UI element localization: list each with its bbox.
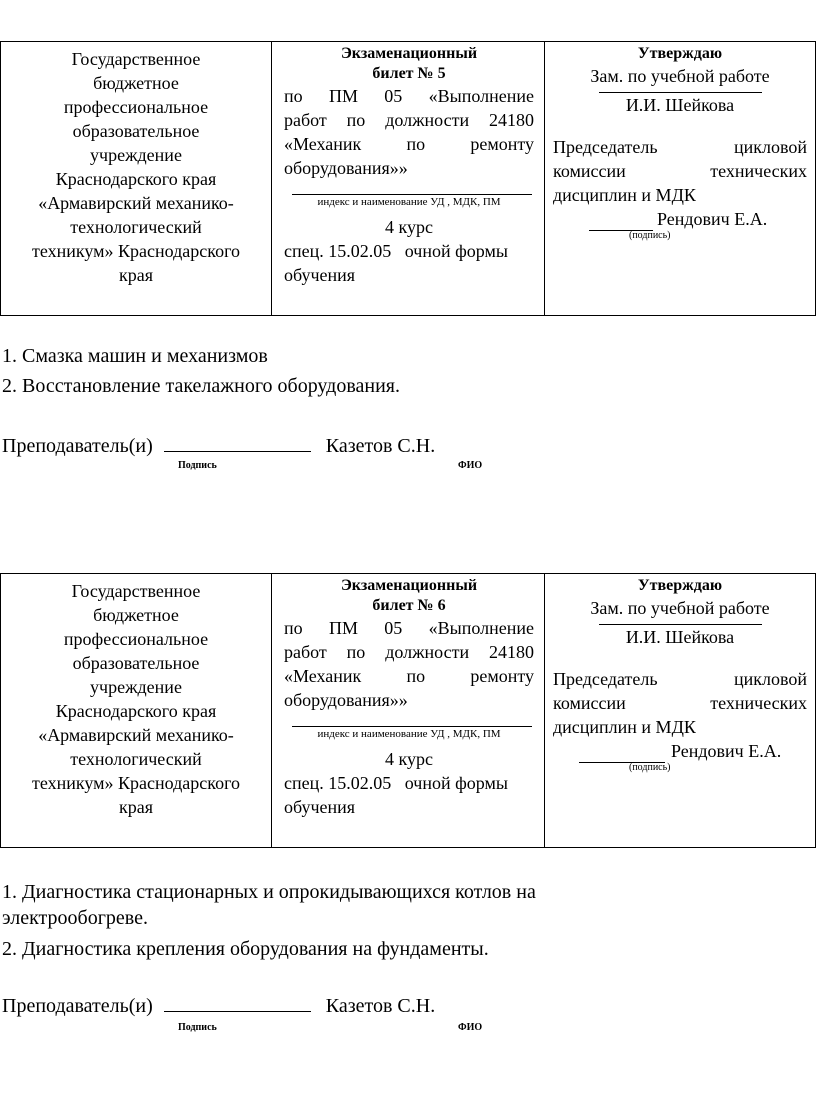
ticket-number: билет № 6 bbox=[372, 597, 446, 614]
teacher-row bbox=[2, 433, 435, 459]
ticket-info-cell bbox=[272, 574, 545, 847]
module-line: «Механик по ремонту bbox=[284, 666, 534, 686]
org-line: Государственное bbox=[71, 49, 201, 69]
chair-signature-row bbox=[553, 207, 807, 231]
module-line: «Механик по ремонту bbox=[284, 134, 534, 154]
ticket-title: Экзаменационный bbox=[340, 45, 478, 62]
module-line: по ПМ 05 «Выполнение bbox=[284, 86, 534, 106]
approve-title: Утверждаю bbox=[637, 577, 723, 594]
approval-cell bbox=[545, 42, 815, 315]
chair-signature-row bbox=[553, 739, 807, 763]
org-line: «Армавирский механико- bbox=[38, 725, 234, 745]
signature-label: Подпись bbox=[178, 1022, 217, 1033]
chair-name: Рендович Е.А. bbox=[657, 209, 768, 229]
exam-ticket-5 bbox=[0, 41, 816, 571]
module-line: работ по должности 24180 bbox=[284, 110, 534, 130]
org-line: профессиональное bbox=[63, 97, 209, 117]
question: электрообогреве. bbox=[2, 907, 148, 929]
org-line: бюджетное bbox=[93, 605, 179, 625]
org-line: техникум» Краснодарского bbox=[31, 773, 241, 793]
chair-line: дисциплин и МДК bbox=[553, 717, 696, 737]
chair-line: Председатель цикловой bbox=[553, 137, 807, 157]
specialty-form: обучения bbox=[284, 797, 356, 817]
index-caption: индекс и наименование УД , МДК, ПМ bbox=[317, 728, 501, 740]
org-line: Краснодарского края bbox=[55, 169, 217, 189]
ticket-number: билет № 5 bbox=[372, 65, 446, 82]
ticket-title: Экзаменационный bbox=[340, 577, 478, 594]
teacher-label: Преподаватель(и) bbox=[2, 435, 153, 457]
index-caption: индекс и наименование УД , МДК, ПМ bbox=[317, 196, 501, 208]
ticket-info-cell bbox=[272, 42, 545, 315]
org-line: техникум» Краснодарского bbox=[31, 241, 241, 261]
module-line: оборудования»» bbox=[284, 158, 408, 178]
org-line: края bbox=[118, 265, 153, 285]
teacher-row bbox=[2, 993, 435, 1019]
course: 4 курс bbox=[385, 217, 433, 237]
org-line: технологический bbox=[70, 217, 202, 237]
teacher-signature-line bbox=[164, 439, 311, 452]
org-line: образовательное bbox=[72, 653, 200, 673]
organization-cell bbox=[1, 574, 272, 847]
org-line: учреждение bbox=[90, 145, 182, 165]
deputy-name: И.И. Шейкова bbox=[625, 627, 735, 647]
org-line: технологический bbox=[70, 749, 202, 769]
teacher-label: Преподаватель(и) bbox=[2, 995, 153, 1017]
chair-line: комиссии технических bbox=[553, 693, 807, 713]
question: 2. Восстановление такелажного оборудования. bbox=[2, 375, 401, 397]
specialty-form: обучения bbox=[284, 265, 356, 285]
org-line: «Армавирский механико- bbox=[38, 193, 234, 213]
chair-line: дисциплин и МДК bbox=[553, 185, 696, 205]
ticket-header-table bbox=[0, 573, 816, 848]
module-line: по ПМ 05 «Выполнение bbox=[284, 618, 534, 638]
course: 4 курс bbox=[385, 749, 433, 769]
org-line: профессиональное bbox=[63, 629, 209, 649]
teacher-name: Казетов С.Н. bbox=[325, 995, 436, 1017]
deputy-title: Зам. по учебной работе bbox=[590, 598, 770, 618]
deputy-name: И.И. Шейкова bbox=[625, 95, 735, 115]
teacher-signature-line bbox=[164, 999, 311, 1012]
exam-ticket-6 bbox=[0, 573, 816, 1103]
approval-cell bbox=[545, 574, 815, 847]
question: 1. Смазка машин и механизмов bbox=[2, 345, 268, 367]
approve-title: Утверждаю bbox=[637, 45, 723, 62]
module-line: работ по должности 24180 bbox=[284, 642, 534, 662]
chair-name: Рендович Е.А. bbox=[671, 741, 782, 761]
chair-signature-line bbox=[589, 214, 653, 231]
fio-label: ФИО bbox=[458, 1022, 483, 1033]
signature-caption: (подпись) bbox=[629, 762, 671, 773]
org-line: края bbox=[118, 797, 153, 817]
specialty: спец. 15.02.05 очной формы bbox=[284, 773, 508, 793]
question: 1. Диагностика стационарных и опрокидывающихся котлов на bbox=[2, 881, 536, 903]
signature-label: Подпись bbox=[178, 460, 217, 471]
org-line: Государственное bbox=[71, 581, 201, 601]
signature-caption: (подпись) bbox=[629, 230, 671, 241]
teacher-name: Казетов С.Н. bbox=[325, 435, 436, 457]
deputy-title: Зам. по учебной работе bbox=[590, 66, 770, 86]
org-line: бюджетное bbox=[93, 73, 179, 93]
specialty: спец. 15.02.05 очной формы bbox=[284, 241, 508, 261]
org-line: Краснодарского края bbox=[55, 701, 217, 721]
chair-signature-line bbox=[579, 746, 665, 763]
chair-line: Председатель цикловой bbox=[553, 669, 807, 689]
fio-label: ФИО bbox=[458, 460, 483, 471]
org-line: учреждение bbox=[90, 677, 182, 697]
module-line: оборудования»» bbox=[284, 690, 408, 710]
chair-line: комиссии технических bbox=[553, 161, 807, 181]
ticket-header-table bbox=[0, 41, 816, 316]
question: 2. Диагностика крепления оборудования на фундаменты. bbox=[2, 938, 489, 960]
organization-cell bbox=[1, 42, 272, 315]
org-line: образовательное bbox=[72, 121, 200, 141]
